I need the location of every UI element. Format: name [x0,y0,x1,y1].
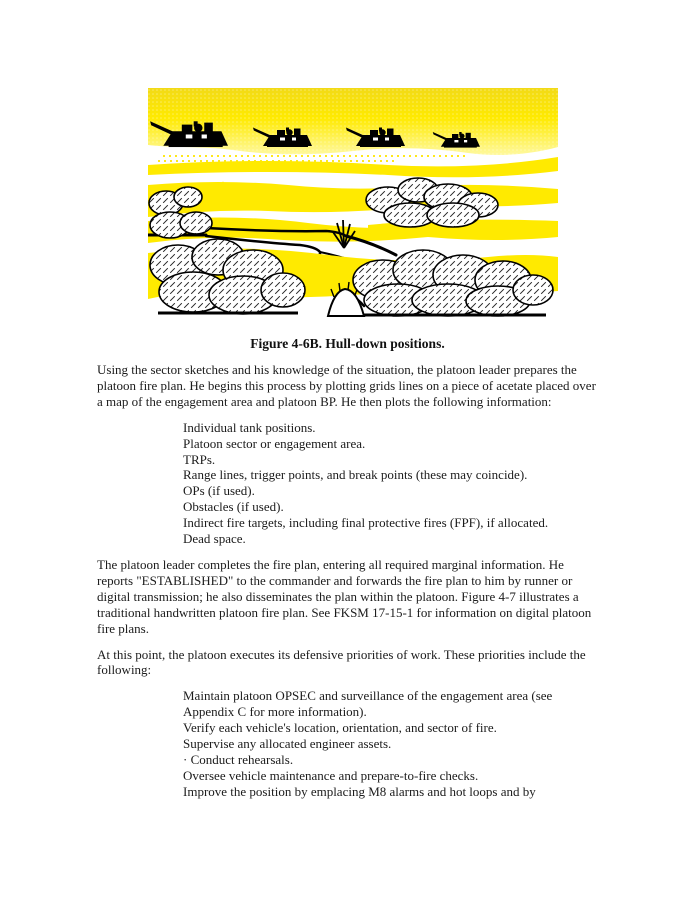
fire-plan-items-list [183,420,603,547]
list-item: TRPs. [183,451,216,467]
paragraph-priorities-intro: At this point, the platoon executes its defensive priorities of work. These priorities include the following: [97,646,586,678]
list-item: Individual tank positions. [183,419,316,435]
list-item: Obstacles (if used). [183,499,284,515]
hull-down-figure [148,85,558,318]
list-item: Maintain platoon OPSEC and surveillance of the engagement area (see Appendix C for more information). [183,688,553,720]
list-item: Oversee vehicle maintenance and prepare-to-fire checks. [183,767,479,783]
list-item: Improve the position by emplacing M8 alarms and hot loops and by [183,783,536,799]
body-text [97,362,603,810]
paragraph-fire-plan-intro: Using the sector sketches and his knowledge of the situation, the platoon leader prepares the platoon fire plan. He begins this process by plotting grids lines on a piece of acetate placed over a map of the engagement area and platoon BP. He then plots the following information: [97,362,596,409]
figure-caption: Figure 4-6B. Hull-down positions. [250,336,445,351]
priorities-list [183,688,603,799]
ridge-dot-rows [158,156,468,161]
list-item: Dead space. [183,531,246,547]
list-item: OPs (if used). [183,483,255,499]
list-item: · Conduct rehearsals. [183,751,294,767]
list-item: Range lines, trigger points, and break points (these may coincide). [183,467,528,483]
list-item: Verify each vehicle's location, orientation, and sector of fire. [183,720,497,736]
paragraph-fire-plan-complete: The platoon leader completes the fire plan, entering all required marginal information. He reports "ESTABLISHED" to the commander and forwards the fire plan to him by runner or digital transmission; he also disseminates the plan within the platoon. Figure 4-7 illustrates a traditional handwritten platoon fire plan. See FKSM 17-15-1 for information on digital platoon fire plans. [97,556,592,636]
list-item: Supervise any allocated engineer assets. [183,736,392,752]
list-item: Platoon sector or engagement area. [183,435,366,451]
list-item: Indirect fire targets, including final protective fires (FPF), if allocated. [183,515,549,531]
